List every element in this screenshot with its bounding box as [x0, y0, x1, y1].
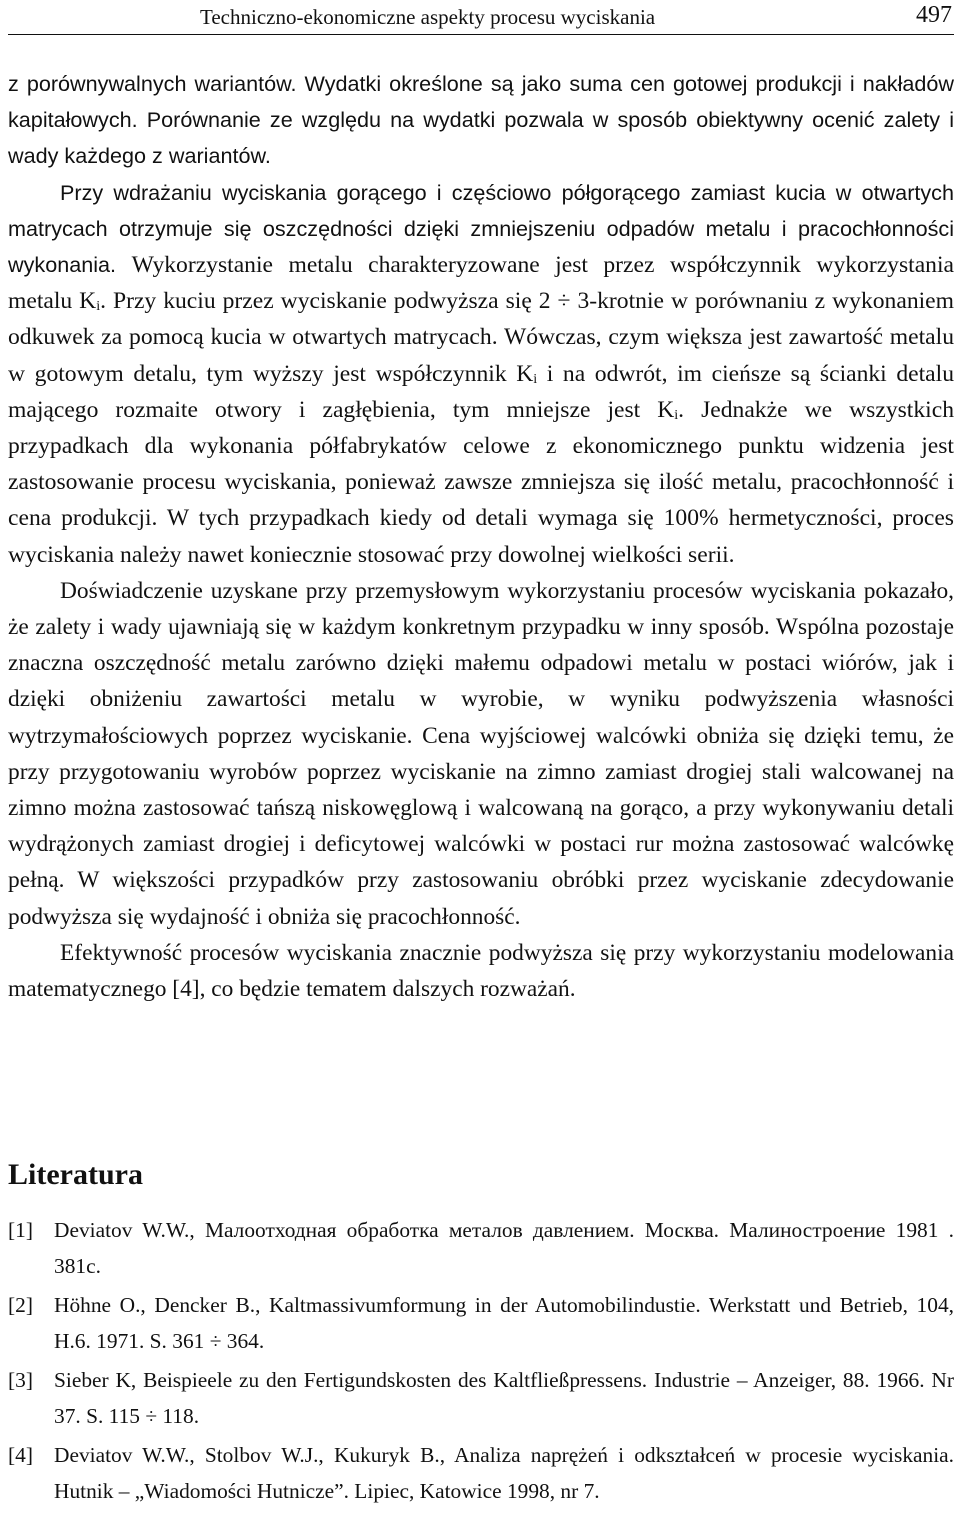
paragraph-3: Doświadczenie uzyskane przy przemysłowym wykorzystaniu procesów wyciskania pokazało, że zalety i wady ujawniają się w każdym konkretnym przypadku w inny sposób. Wspólna pozostaje znaczna oszczędność metalu zarówno dzięki małemu odpadowi metalu w postaci wiórów, jak i dzięki obniżeniu zawartości metalu w wyrobie, w wyniku podwyższenia własności wytrzymałościowych poprzez wyciskanie. Cena wyjściowej walcówki obniża się dzięki temu, że przy przygotowaniu wyrobów poprzez wyciskanie na zimno zamiast drogiej stali walcowanej na zimno można zastosować tańszą niskowęglową i walcowaną na gorąco, a przy wykonywaniu detali wydrążonych zamiast drogiej i deficytowej walcówki w postaci rur można zastosować walcówkę pełną. W większości przypadków przy zastosowaniu obróbki przez wyciskanie zdecydowanie podwyższa się wydajność i obniża się pracochłonność. — [8, 577, 954, 930]
reference-item — [8, 1362, 954, 1434]
paragraph-2 — [8, 175, 954, 573]
reference-number: [4] — [8, 1443, 33, 1467]
literature-heading: Literatura — [8, 1158, 143, 1191]
reference-text: Deviatov W.W., Малоотходная обработка металов давлением. Москва. Малиностроение 1981 . 381c. — [54, 1218, 954, 1278]
body-text — [8, 66, 954, 1007]
reference-number: [2] — [8, 1293, 33, 1317]
page-number: 497 — [916, 2, 952, 28]
reference-item — [8, 1437, 954, 1509]
reference-text: Deviatov W.W., Stolbov W.J., Kukuryk B., Analiza naprężeń i odkształceń w procesie wyciskania. Hutnik – „Wiadomości Hutnicze”. Lipiec, Katowice 1998, nr 7. — [54, 1443, 954, 1503]
reference-text: Höhne O., Dencker B., Kaltmassivumformung in der Automobilindustie. Werkstatt und Betrieb, 104, H.6. 1971. S. 361 ÷ 364. — [54, 1293, 954, 1353]
reference-list — [8, 1212, 954, 1512]
reference-text: Sieber K, Beispieele zu den Fertigundskosten des Kaltfließpressens. Industrie – Anzeiger, 88. 1966. Nr 37. S. 115 ÷ 118. — [54, 1368, 954, 1428]
reference-number: [3] — [8, 1368, 33, 1392]
paragraph-4: Efektywność procesów wyciskania znacznie podwyższa się przy wykorzystaniu modelowania matematycznego [4], co będzie tematem dalszych rozważań. — [8, 939, 954, 1003]
paragraph-2-sans: Przy wdrażaniu wyciskania gorącego i częściowo półgorącego zamiast kucia w otwartych matrycach otrzymuje się oszczędności dzięki zmniejszeniu odpadów metalu i pracochłonności wykonania. — [8, 179, 954, 278]
reference-item — [8, 1287, 954, 1359]
running-header — [8, 0, 954, 35]
paragraph-1: z porównywalnych wariantów. Wydatki określone są jako suma cen gotowej produkcji i nakładów kapitałowych. Porównanie ze względu na wydatki pozwala w sposób obiektywny ocenić zalety i wady każdego z wariantów. — [8, 71, 954, 169]
header-title: Techniczno-ekonomiczne aspekty procesu wyciskania — [200, 5, 656, 29]
reference-item — [8, 1212, 954, 1284]
reference-number: [1] — [8, 1218, 33, 1242]
paragraph-2-serif: Wykorzystanie metalu charakteryzowane jest przez współczynnik wykorzystania metalu Kᵢ. Przy kuciu przez wyciskanie podwyższa się 2 ÷ 3-krotnie w porównaniu z wykonaniem odkuwek za pomocą kucia w otwartych matrycach. Wówczas, czym większa jest zawartość metalu w gotowym detalu, tym wyższy jest współczynnik Kᵢ i na odwrót, im cieńsze są ścianki detalu mającego rozmaite otwory i zagłębienia, tym mniejsze jest Kᵢ. Jednakże we wszystkich przypadkach dla wykonania półfabrykatów celowe z ekonomicznego punktu widzenia jest zastosowanie procesu wyciskania, ponieważ zawsze zmniejsza się ilość metalu, pracochłonność i cena produkcji. W tych przypadkach kiedy od detali wymaga się 100% hermetyczności, proces wyciskania należy nawet koniecznie stosować przy dowolnej wielkości serii. — [8, 252, 954, 568]
